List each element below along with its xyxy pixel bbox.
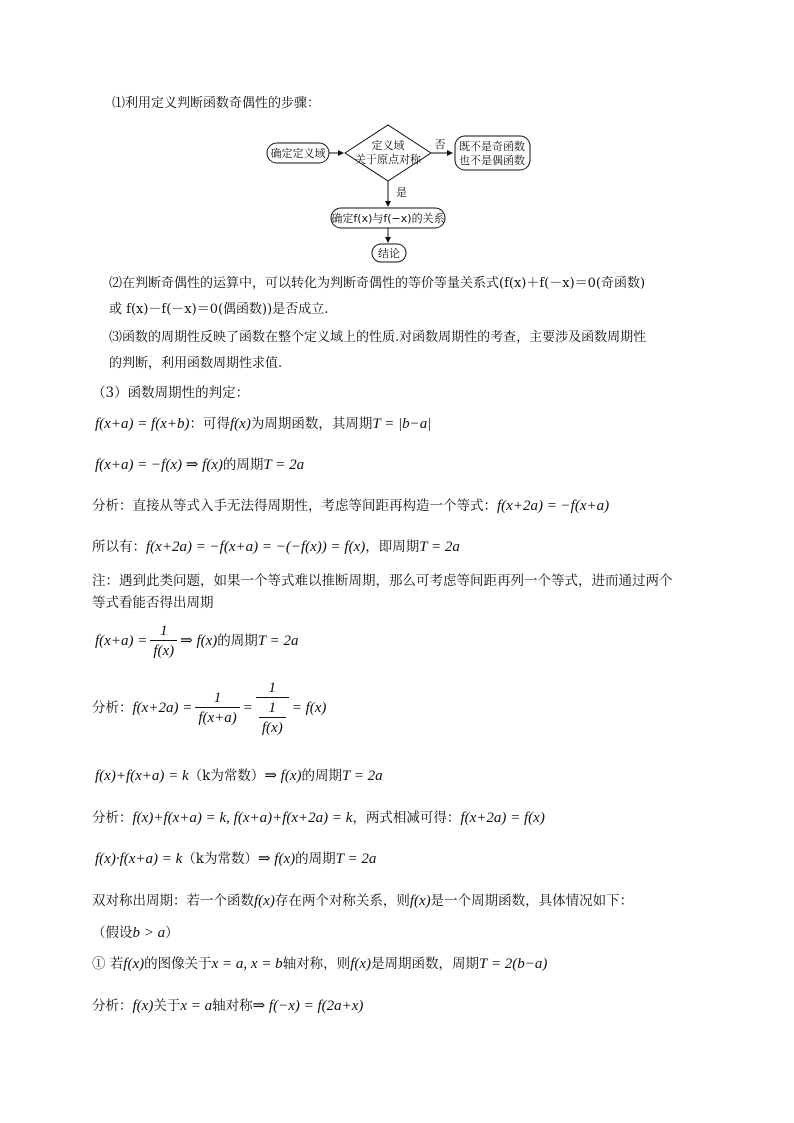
rule-4-analysis: 分析：f(x)+f(x+a) = k, f(x+a)+f(x+2a) = k，两式相减可得：f(x+2a) = f(x): [92, 810, 545, 826]
rule-5-period: T = 2a: [335, 851, 377, 867]
flow-relation-label: 确定f(x)与f(−x)的关系: [331, 212, 445, 225]
rule-2-period: T = 2a: [263, 457, 305, 473]
flow-decision-line2: 关于原点对称: [355, 153, 421, 166]
rule-3-analysis: 分析：f(x+2a) = $\frac{1}{f(x+a)}$ = $\frac{1}{\frac{1}{f(x)}}$ = f(x): [92, 680, 327, 736]
note-line2: 等式看能否得出周期: [92, 595, 214, 611]
assumption: （假设b > a）: [92, 925, 179, 941]
dual-symmetry-intro: 双对称出周期：若一个函数f(x)存在两个对称关系，则f(x)是一个周期函数，具体情况如下：: [92, 893, 634, 909]
periodicity-intro-line1: ⑶函数的周期性反映了函数在整个定义域上的性质.对函数周期性的考查，主要涉及函数周期性: [109, 330, 647, 345]
rule-4-period: T = 2a: [341, 768, 383, 784]
flow-decision-line1: 定义域: [371, 139, 405, 152]
rule-5: f(x)·f(x+a) = k（k为常数）⇒ f(x)的周期T = 2a: [95, 851, 377, 867]
rule-3-fraction: $\frac{1}{f(x)}$: [150, 623, 177, 660]
flow-end-label: 结论: [378, 247, 400, 260]
flow-no-result-line1: 既不是奇函数: [459, 140, 525, 153]
parity-equivalence-line1: ⑵在判断奇偶性的运算中，可以转化为判断奇偶性的等价等量关系式(f(x)＋f(－x)＝0(奇函数): [109, 276, 646, 291]
rule-1-equation: f(x+a) = f(x+b): [95, 416, 190, 432]
period-determination-heading: （3）函数周期性的判定：: [92, 385, 250, 401]
rule-4: f(x)+f(x+a) = k（k为常数）⇒ f(x)的周期T = 2a: [95, 768, 383, 784]
rule-2: f(x+a) = −f(x) ⇒ f(x)的周期T = 2a: [95, 457, 305, 473]
rule-1-period: T = |b−a|: [372, 416, 432, 432]
case-1: ① 若f(x)的图像关于x = a, x = b轴对称，则f(x)是周期函数，周期T = 2(b−a): [92, 956, 548, 972]
flow-yes-label: 是: [396, 186, 407, 199]
rule-3-period: T = 2a: [257, 633, 299, 649]
case-1-period: T = 2(b−a): [479, 956, 548, 972]
case-1-analysis: 分析：f(x)关于x = a轴对称⇒ f(−x) = f(2a+x): [92, 998, 364, 1014]
note-line1: 注：遇到此类问题，如果一个等式难以推断周期，那么可考虑等间距再列一个等式，进而通过两个: [92, 573, 673, 589]
parity-equivalence-line2: 或 f(x)－f(－x)＝0(偶函数))是否成立.: [109, 302, 329, 317]
rule-2-analysis: 分析：直接从等式入手无法得周期性，考虑等间距再构造一个等式：f(x+2a) = −f(x+a): [92, 498, 610, 514]
rule-1: f(x+a) = f(x+b)：可得f(x)为周期函数，其周期T = |b−a|: [95, 416, 432, 432]
parity-flowchart: [255, 118, 545, 268]
rule-3: f(x+a) = $\frac{1}{f(x)}$ ⇒ f(x)的周期T = 2a: [95, 623, 299, 659]
flow-start-label: 确定定义域: [270, 147, 326, 160]
flow-no-label: 否: [434, 138, 446, 151]
step-intro: ⑴利用定义判断函数奇偶性的步骤：: [112, 96, 321, 111]
nested-fraction: $\frac{1}{\frac{1}{f(x)}}$: [256, 680, 289, 737]
periodicity-intro-line2: 的判断，利用函数周期性求值.: [109, 356, 283, 371]
rule-2-conclusion: 所以有：f(x+2a) = −f(x+a) = −(−f(x)) = f(x)，即周期T = 2a: [92, 539, 460, 555]
rule-2-equation: f(x+a) = −f(x) ⇒ f(x): [95, 457, 223, 473]
flow-no-result-line2: 也不是偶函数: [459, 154, 525, 167]
